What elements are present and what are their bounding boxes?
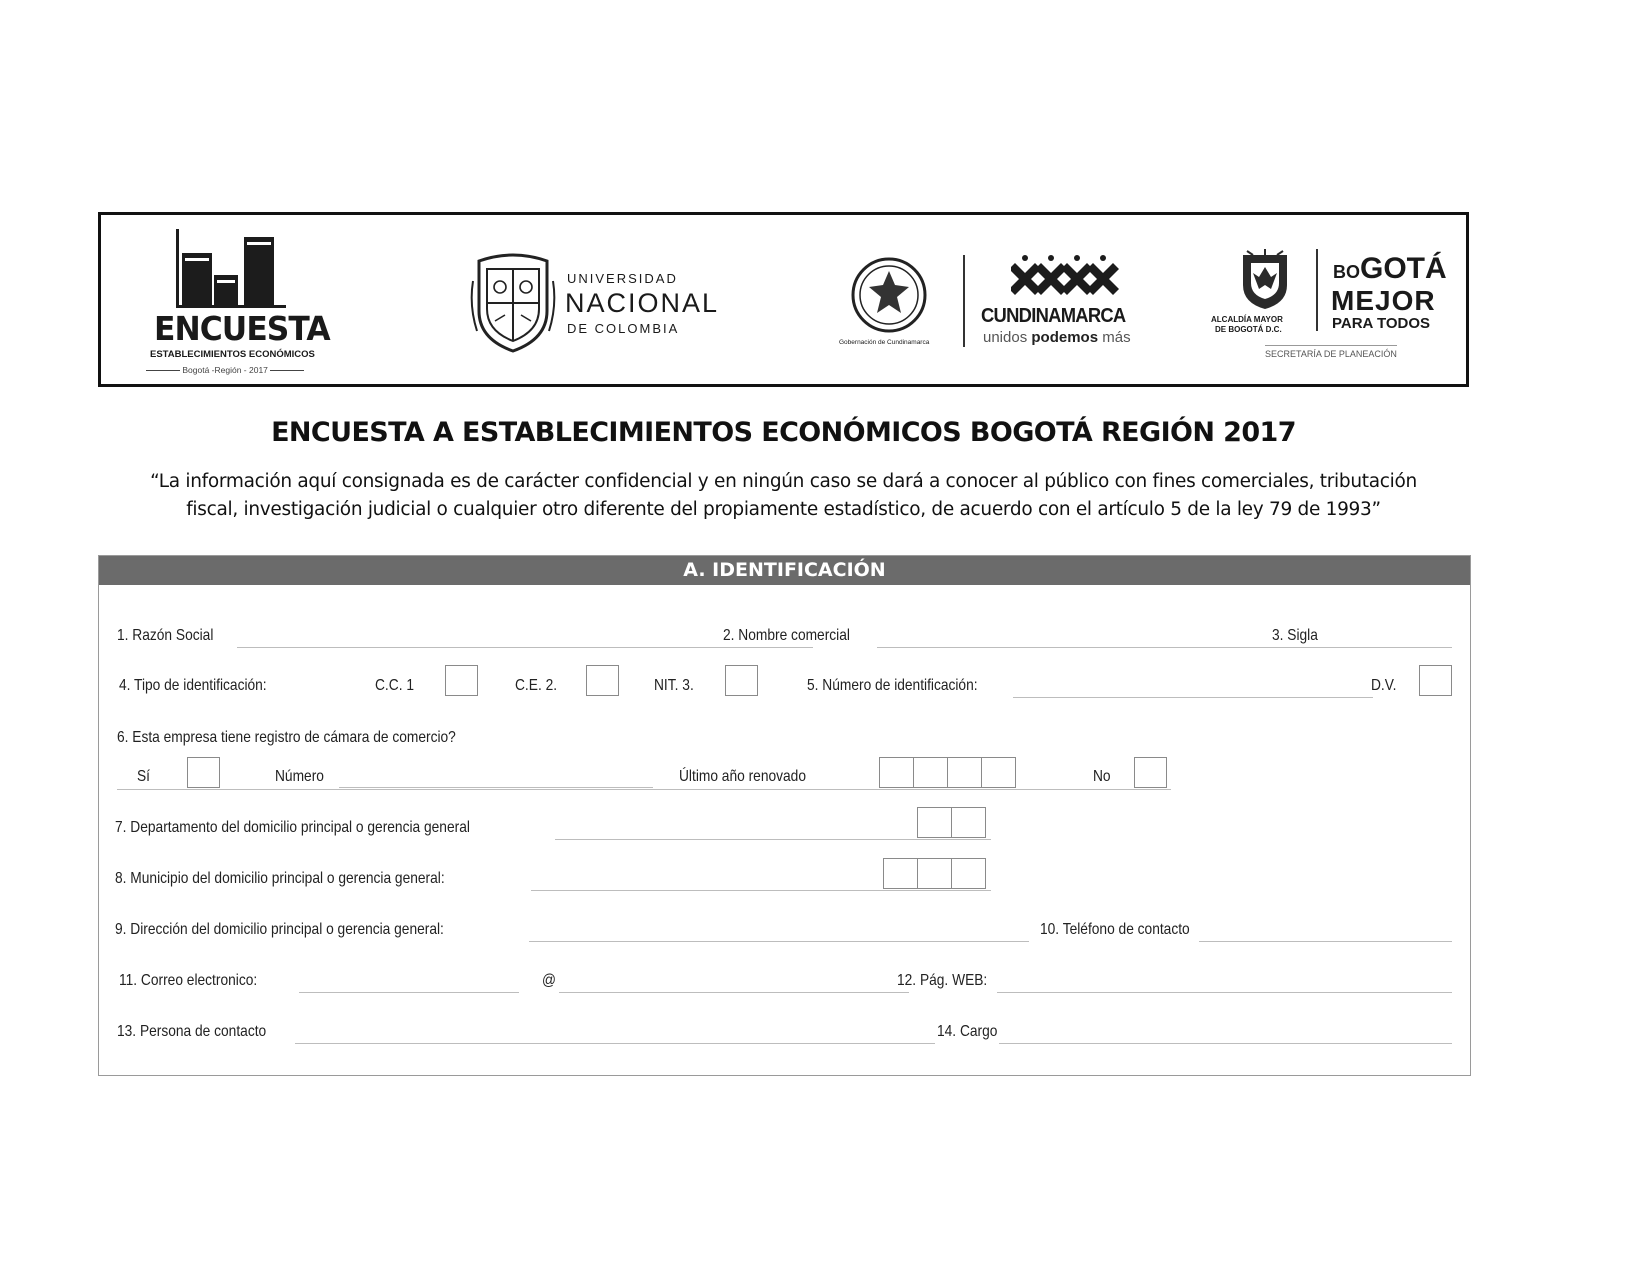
direccion-label: 9. Dirección del domicilio principal o gerencia general: [115,921,444,938]
nombre-comercial-label: 2. Nombre comercial [723,627,850,644]
municipio-code-box[interactable] [917,858,952,889]
persona-contacto-label: 13. Persona de contacto [117,1023,267,1040]
notice-line-2: fiscal, investigación judicial o cualquier otro diferente del propiamente estadístico, de acuerdo con el artículo 5 de la ley 79 de 1993” [186,499,1381,520]
numero-identificacion-field[interactable] [1013,697,1373,698]
cundinamarca-divider [963,255,965,347]
numero-registro-field[interactable] [339,787,653,788]
page-title: ENCUESTA A ESTABLECIMIENTOS ECONÓMICOS BOGOTÁ REGIÓN 2017 [271,417,1296,448]
departamento-field[interactable] [555,839,991,840]
telefono-label: 10. Teléfono de contacto [1040,921,1190,938]
razon-social-label: 1. Razón Social [117,627,214,644]
section-header: A. IDENTIFICACIÓN [99,556,1470,585]
numero-identificacion-label: 5. Número de identificación: [807,677,978,694]
sigla-label: 3. Sigla [1272,627,1318,644]
razon-social-field[interactable] [237,647,813,648]
correo-user-field[interactable] [299,992,519,993]
no-checkbox[interactable] [1134,757,1167,788]
tagline-rule-right [270,370,304,371]
bogota-logo [1211,249,1461,369]
alcaldia-line1: ALCALDÍA MAYOR [1211,315,1283,324]
year-digit-box[interactable] [913,757,948,788]
cargo-label: 14. Cargo [937,1023,998,1040]
ce-option-label: C.E. 2. [515,677,558,694]
cundinamarca-figures-icon [1011,255,1121,299]
bogota-brand-line3: PARA TODOS [1332,315,1431,332]
dv-box[interactable] [1419,665,1452,696]
bogota-divider [1316,249,1318,331]
unal-line3: DE COLOMBIA [567,321,680,336]
notice-line-1: “La información aquí consignada es de carácter confidencial y en ningún caso se dará a conocer al público con fines comerciales, tributación [150,471,1417,492]
numero-registro-label: Número [275,768,324,785]
cundinamarca-logo [813,255,1233,355]
unal-shield-icon [469,251,557,353]
year-digit-box[interactable] [879,757,914,788]
unal-logo [469,251,749,351]
ce-checkbox[interactable] [586,665,619,696]
gobernacion-caption: Gobernación de Cundinamarca [839,339,930,346]
encuesta-logo [146,229,336,379]
year-digit-box[interactable] [981,757,1016,788]
unal-line1: UNIVERSIDAD [567,271,678,286]
camara-comercio-question: 6. Esta empresa tiene registro de cámara de comercio? [117,729,456,746]
cundinamarca-name: CUNDINAMARCA [981,305,1126,327]
bogota-coat-of-arms-icon [1237,249,1293,311]
gobernacion-seal-icon [849,255,929,335]
encuesta-title: ENCUESTA [154,309,330,348]
departamento-label: 7. Departamento del domicilio principal o gerencia general [115,819,470,836]
cundinamarca-slogan: unidos podemos más [983,329,1131,346]
encuesta-tagline: Bogotá -Región - 2017 [146,365,304,375]
at-sign: @ [542,972,556,989]
alcaldia-line2: DE BOGOTÁ D.C. [1215,325,1282,334]
sigla-field[interactable] [1329,647,1452,648]
si-label: Sí [137,768,151,785]
correo-domain-field[interactable] [559,992,909,993]
encuesta-subtitle: ESTABLECIMIENTOS ECONÓMICOS [150,349,315,360]
secretaria-planeacion: SECRETARÍA DE PLANEACIÓN [1265,345,1397,359]
municipio-code-box[interactable] [951,858,986,889]
municipio-field[interactable] [531,890,991,891]
dv-label: D.V. [1371,677,1397,694]
departamento-code-box[interactable] [917,807,952,838]
nit-option-label: NIT. 3. [654,677,694,694]
pagina-web-label: 12. Pág. WEB: [897,972,988,989]
departamento-code-box[interactable] [951,807,986,838]
no-label: No [1093,768,1111,785]
identificacion-section [98,555,1471,1076]
cc-option-label: C.C. 1 [375,677,414,694]
cc-checkbox[interactable] [445,665,478,696]
si-checkbox[interactable] [187,757,220,788]
municipio-code-box[interactable] [883,858,918,889]
persona-contacto-field[interactable] [295,1043,935,1044]
correo-label: 11. Correo electronico: [119,972,258,989]
unal-line2: NACIONAL [565,288,720,318]
q6-row-rule [117,789,1171,790]
building-icon [176,229,286,307]
pagina-web-field[interactable] [997,992,1452,993]
telefono-field[interactable] [1199,941,1452,942]
nit-checkbox[interactable] [725,665,758,696]
confidentiality-notice [140,468,1427,524]
logo-banner [98,212,1469,387]
tipo-identificacion-label: 4. Tipo de identificación: [119,677,267,694]
cargo-field[interactable] [999,1043,1452,1044]
tagline-rule-left [146,370,180,371]
bogota-brand-line2: MEJOR [1331,285,1436,316]
direccion-field[interactable] [529,941,1029,942]
bogota-brand-line1: BOGOTÁ [1333,252,1447,285]
municipio-label: 8. Municipio del domicilio principal o gerencia general: [115,870,445,887]
ultimo-anio-boxes[interactable] [879,757,1015,788]
ultimo-anio-label: Último año renovado [679,768,806,785]
year-digit-box[interactable] [947,757,982,788]
